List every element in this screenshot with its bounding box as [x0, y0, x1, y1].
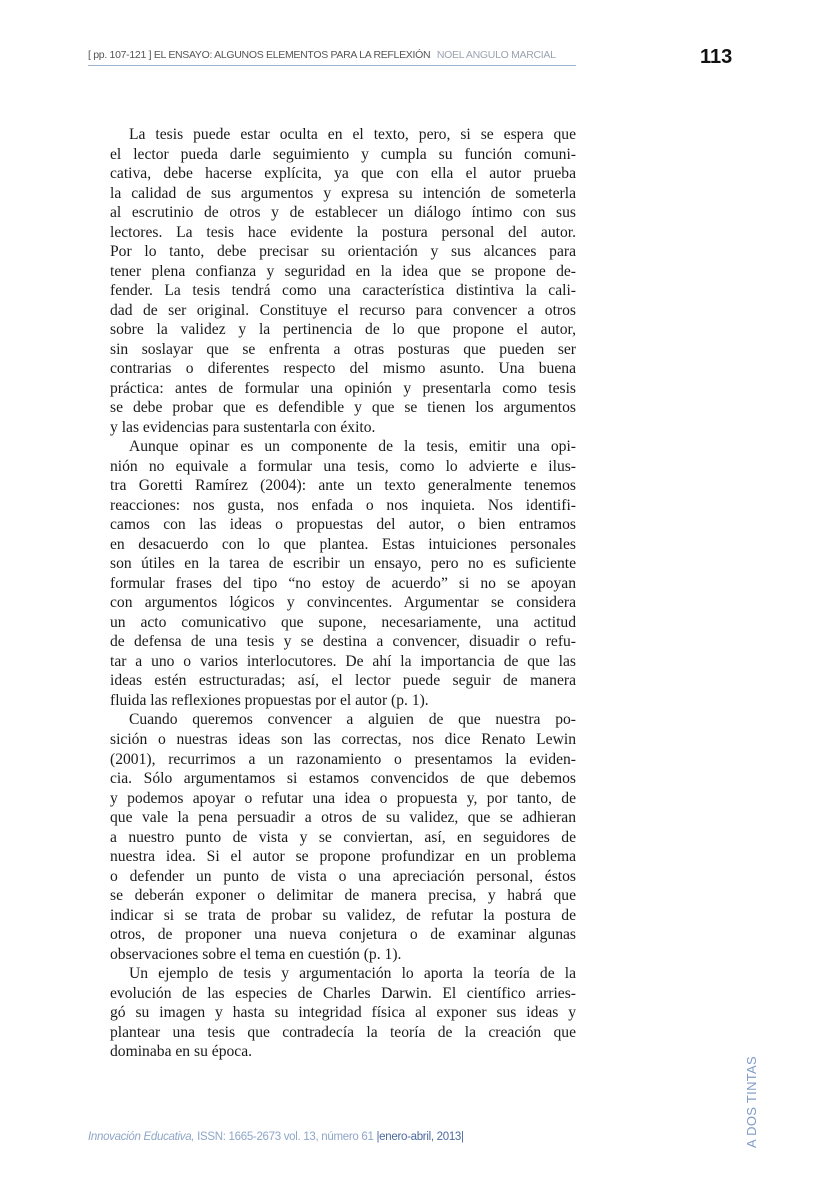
text-line: sobre la validez y la pertinencia de lo que propone el autor,: [110, 321, 576, 339]
text-line: observaciones sobre el tema en cuestión (p. 1).: [110, 945, 402, 963]
paragraph: [110, 437, 576, 710]
text-line: contrarias o diferentes respecto del mismo asunto. Una buena: [110, 360, 576, 378]
text-line: gó su imagen y hasta su integridad física al exponer sus ideas y: [110, 1004, 576, 1022]
text-line: con argumentos lógicos y convincentes. Argumentar se considera: [110, 594, 576, 612]
text-line: o defender un punto de vista o una apreciación personal, éstos: [110, 867, 576, 885]
footer-separator: |: [461, 1131, 464, 1143]
text-line: tra Goretti Ramírez (2004): ante un texto generalmente tenemos: [110, 477, 576, 495]
running-header: [88, 49, 576, 66]
text-line: se deberán exponer o delimitar de manera precisa, y habrá que: [110, 887, 576, 905]
paragraph: [110, 710, 576, 964]
text-line: fender. La tesis tendrá como una característica distintiva la cali-: [110, 282, 576, 300]
text-line: nión no equivale a formular una tesis, como lo advierte e ilus-: [110, 457, 576, 475]
text-line: Un ejemplo de tesis y argumentación lo aporta la teoría de la: [129, 965, 576, 983]
text-line: dad de ser original. Constituye el recurso para convencer a otros: [110, 301, 576, 319]
footer-separator: |: [376, 1131, 380, 1143]
text-line: la calidad de sus argumentos y expresa su intención de someterla: [110, 184, 576, 202]
text-line: tar a uno o varios interlocutores. De ahí la importancia de que las: [110, 652, 576, 670]
text-line: fluida las reflexiones propuestas por el autor (p. 1).: [110, 691, 429, 709]
text-line: y podemos apoyar o refutar una idea o propuesta y, por tanto, de: [110, 789, 576, 807]
text-line: y las evidencias para sustentarla con éxito.: [110, 418, 376, 436]
text-line: de defensa de una tesis y se destina a convencer, disuadir o refu-: [110, 633, 576, 651]
text-line: reacciones: nos gusta, nos enfada o nos inquieta. Nos identifi-: [110, 496, 576, 514]
text-line: plantear una tesis que contradecía la teoría de la creación que: [110, 1023, 576, 1041]
text-line: lectores. La tesis hace evidente la postura personal del autor.: [110, 223, 576, 241]
text-line: Aunque opinar es un componente de la tesis, emitir una opi-: [129, 438, 576, 456]
header-title: EL ENSAYO: ALGUNOS ELEMENTOS PARA LA REFLEXIÓN: [153, 49, 431, 61]
text-line: indicar si se trata de probar su validez, de refutar la postura de: [110, 906, 576, 924]
text-line: camos con las ideas o propuestas del autor, o bien entramos: [110, 516, 576, 534]
text-line: que vale la pena persuadir a otros de su validez, que se adhieran: [110, 809, 576, 827]
text-line: formular frases del tipo “no estoy de acuerdo” si no se apoyan: [110, 574, 576, 592]
paragraph: [110, 125, 576, 437]
page-number: 113: [700, 46, 733, 68]
text-line: el lector pueda darle seguimiento y cumpla su función comuni-: [110, 145, 576, 163]
paragraph: [110, 964, 576, 1062]
text-line: La tesis puede estar oculta en el texto, pero, si se espera que: [129, 126, 576, 143]
footer-issn: ISSN: 1665-2673 vol. 13, número 61: [194, 1131, 377, 1143]
text-line: Cuando queremos convencer a alguien de que nuestra po-: [129, 711, 576, 729]
text-line: ideas estén estructuradas; así, el lector puede seguir de manera: [110, 672, 576, 690]
text-line: se debe probar que es defendible y que se tienen los argumentos: [110, 399, 576, 417]
side-section-label: A DOS TINTAS: [744, 1056, 759, 1148]
text-line: Por lo tanto, debe precisar su orientación y sus alcances para: [110, 243, 576, 261]
text-line: sición o nuestras ideas son las correctas, nos dice Renato Lewin: [110, 730, 576, 748]
text-line: cia. Sólo argumentamos si estamos convencidos de que debemos: [110, 770, 576, 788]
text-line: sin soslayar que se enfrenta a otras posturas que pueden ser: [110, 340, 576, 358]
footer-journal: Innovación Educativa,: [88, 1131, 195, 1143]
text-line: dominaba en su época.: [110, 1043, 253, 1061]
text-line: a nuestro punto de vista y se conviertan, así, en seguidores de: [110, 828, 576, 846]
header-pages: [ pp. 107-121 ]: [88, 49, 152, 61]
footer: [88, 1131, 464, 1143]
footer-date: enero-abril, 2013: [379, 1131, 462, 1143]
text-line: al escrutinio de otros y de establecer un diálogo íntimo con sus: [110, 204, 576, 222]
text-line: un acto comunicativo que supone, necesariamente, una actitud: [110, 613, 576, 631]
text-line: nuestra idea. Si el autor se propone profundizar en un problema: [110, 848, 576, 866]
text-line: son útiles en la tarea de escribir un ensayo, pero no es suficiente: [110, 555, 576, 573]
text-line: evolución de las especies de Charles Darwin. El científico arries-: [110, 984, 576, 1002]
text-line: cativa, debe hacerse explícita, ya que con ella el autor prueba: [110, 165, 576, 183]
text-line: tener plena confianza y seguridad en la idea que se propone de-: [110, 262, 576, 280]
text-line: práctica: antes de formular una opinión y presentarla como tesis: [110, 379, 576, 397]
body-text: [110, 125, 576, 1062]
text-line: (2001), recurrimos a un razonamiento o presentamos la eviden-: [110, 750, 576, 768]
header-author: NOEL ANGULO MARCIAL: [436, 49, 556, 61]
text-line: otros, de proponer una nueva conjetura o de examinar algunas: [110, 926, 576, 944]
text-line: en desacuerdo con lo que plantea. Estas intuiciones personales: [110, 535, 576, 553]
